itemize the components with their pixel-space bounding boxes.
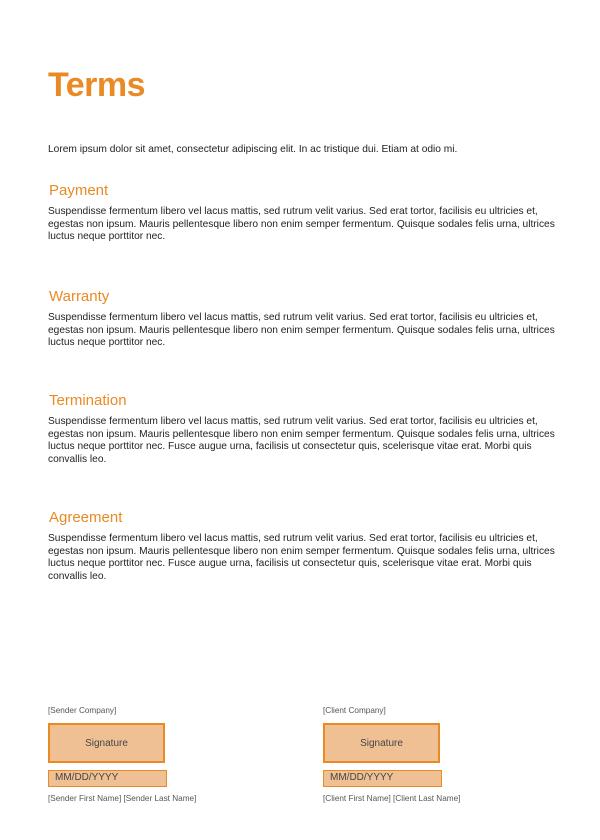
intro-paragraph: Lorem ipsum dolor sit amet, consectetur adipiscing elit. In ac tristique dui. Etiam at odio mi. [48,144,458,155]
sender-signature-field[interactable] [48,723,165,763]
client-signature-block [323,705,553,805]
client-names: [Client First Name] [Client Last Name] [323,794,461,803]
section-agreement [48,509,558,583]
section-heading-payment: Payment [49,182,109,199]
sender-date-field[interactable]: MM/DD/YYYY [48,770,167,787]
sender-signature-label: Signature [85,737,128,749]
sender-signature-block [48,705,278,805]
client-signature-label: Signature [360,737,403,749]
sender-company: [Sender Company] [48,706,117,715]
section-heading-warranty: Warranty [49,288,110,305]
section-heading-termination: Termination [49,392,127,409]
sender-names: [Sender First Name] [Sender Last Name] [48,794,197,803]
section-body-payment: Suspendisse fermentum libero vel lacus mattis, sed rutrum velit varius. Sed erat tortor, facilisis eu ultricies et, egestas non ipsum. Mauris pellentesque libero non enim semper fermentum. Quisque sodales felis urna, ultrices luctus neque porttitor nec. [48,206,555,243]
section-payment [48,182,558,244]
section-body-termination: Suspendisse fermentum libero vel lacus mattis, sed rutrum velit varius. Sed erat tortor, facilisis eu ultricies et, egestas non ipsum. Mauris pellentesque libero non enim semper fermentum. Quisque sodales felis urna, ultrices luctus neque porttitor nec. Fusce augue urna, facilisis ut consectetur quis, scelerisque vitae erat. Morbi quis convallis leo. [48,416,555,465]
section-termination [48,392,558,466]
client-date-field[interactable]: MM/DD/YYYY [323,770,442,787]
section-body-agreement: Suspendisse fermentum libero vel lacus mattis, sed rutrum velit varius. Sed erat tortor, facilisis eu ultricies et, egestas non ipsum. Mauris pellentesque libero non enim semper fermentum. Quisque sodales felis urna, ultrices luctus neque porttitor nec. Fusce augue urna, facilisis ut consectetur quis, scelerisque vitae erat. Morbi quis convallis leo. [48,533,555,582]
section-warranty [48,288,558,350]
client-company: [Client Company] [323,706,386,715]
section-heading-agreement: Agreement [49,509,123,526]
page-title: Terms [48,66,146,104]
section-body-warranty: Suspendisse fermentum libero vel lacus mattis, sed rutrum velit varius. Sed erat tortor, facilisis eu ultricies et, egestas non ipsum. Mauris pellentesque libero non enim semper fermentum. Quisque sodales felis urna, ultrices luctus neque porttitor nec. [48,312,555,349]
client-signature-field[interactable] [323,723,440,763]
